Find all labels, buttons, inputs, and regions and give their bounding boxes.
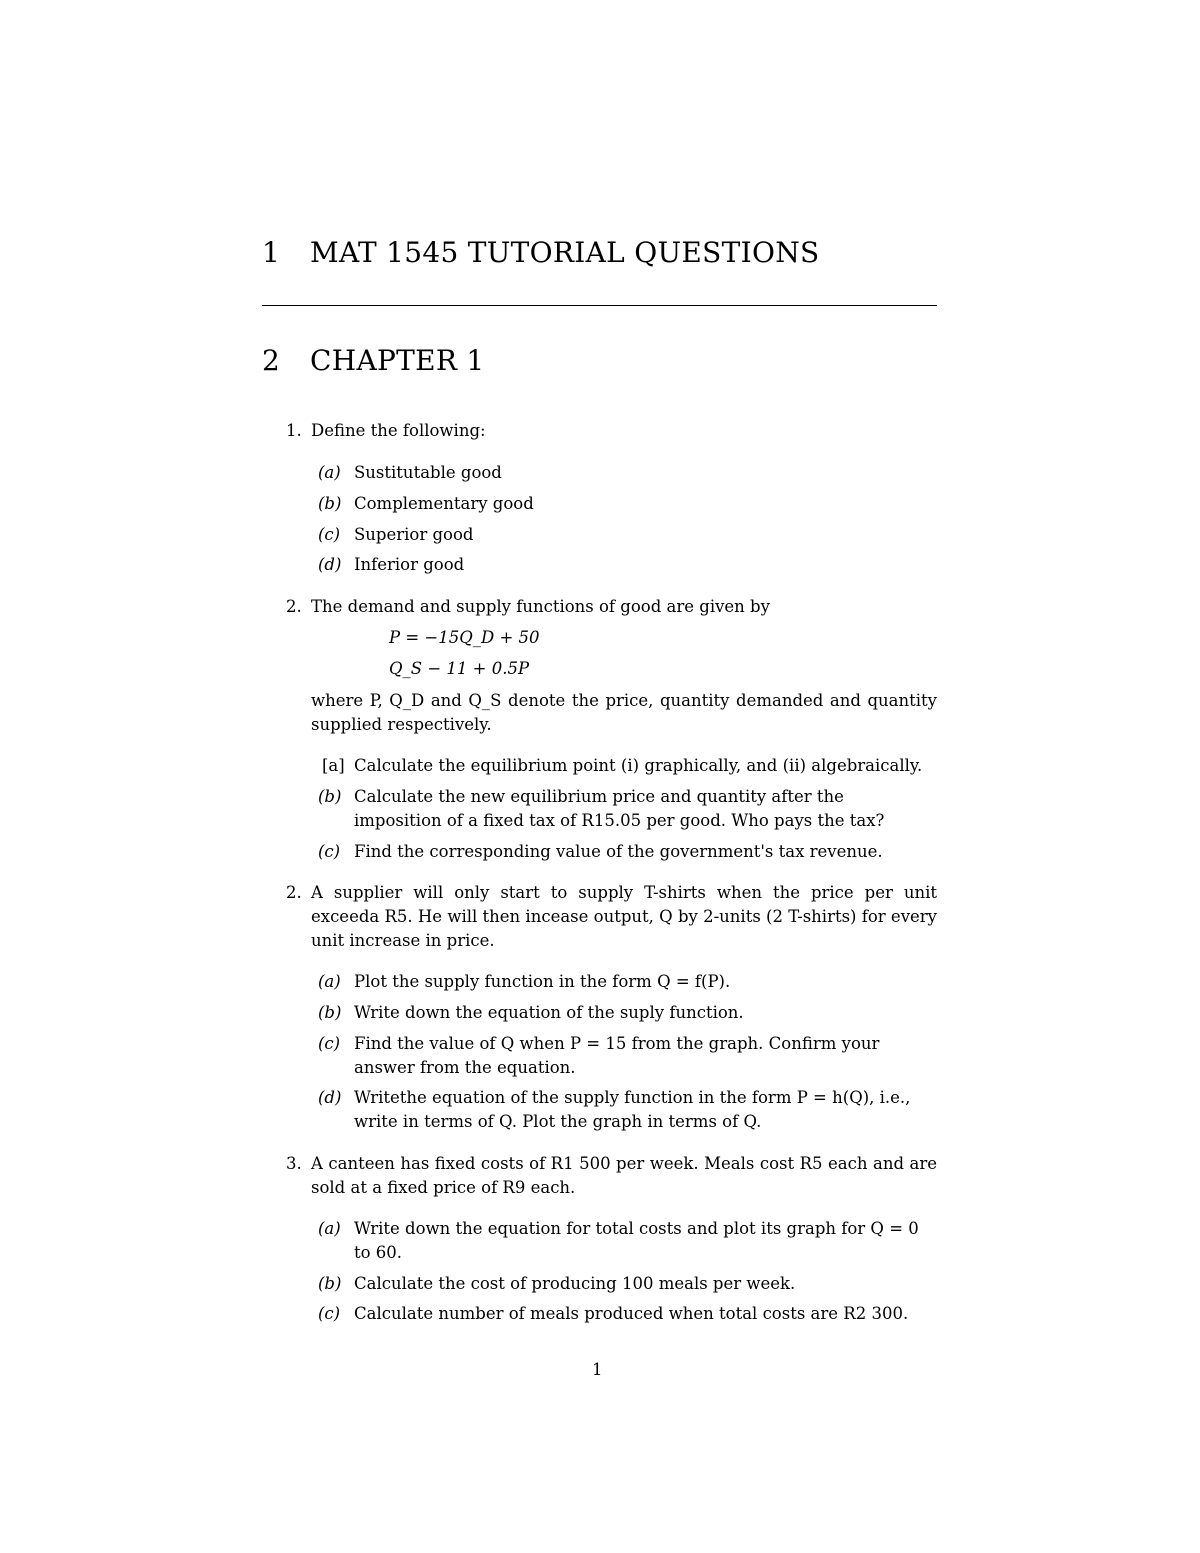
item-text: Sustitutable good (354, 463, 502, 482)
question-number: 3. (286, 1154, 302, 1173)
item-text: Complementary good (354, 494, 534, 513)
item-text: Calculate the equilibrium point (i) graphically, and (ii) algebraically. (354, 756, 923, 775)
item-text: Write down the equation of the suply function. (354, 1003, 744, 1022)
question-number: 2. (286, 597, 302, 616)
equation: P = −15Q_D + 50 (389, 628, 540, 647)
page-number: 1 (592, 1360, 603, 1379)
horizontal-rule (262, 305, 937, 306)
item-text: Calculate number of meals produced when total costs are R2 300. (354, 1304, 909, 1323)
equation: Q_S − 11 + 0.5P (389, 659, 530, 678)
chapter-title (262, 344, 485, 377)
item-text: Calculate the new equilibrium price and quantity after the imposition of a fixed tax of R15.05 per good. Who pays the tax? (354, 787, 885, 830)
question-number: 2. (286, 883, 302, 902)
item-label: (a) (318, 1219, 341, 1238)
item-text: Calculate the cost of producing 100 meals per week. (354, 1274, 796, 1293)
question-text: Define the following: (311, 421, 486, 440)
question-text: A canteen has fixed costs of R1 500 per week. Meals cost R5 each and are sold at a fixed price of R9 each. (311, 1154, 937, 1197)
item-text: Find the value of Q when P = 15 from the graph. Confirm your answer from the equation. (354, 1034, 880, 1077)
item-label: [a] (322, 756, 345, 775)
item-label: (b) (318, 1274, 342, 1293)
item-text: Write down the equation for total costs and plot its graph for Q = 0 to 60. (354, 1219, 919, 1262)
item-text: Inferior good (354, 555, 465, 574)
item-text: Plot the supply function in the form Q = f(P). (354, 972, 731, 991)
section-title-text: MAT 1545 TUTORIAL QUESTIONS (310, 236, 820, 269)
paragraph: where P, Q_D and Q_S denote the price, quantity demanded and quantity supplied respectively. (311, 691, 937, 734)
item-label: (a) (318, 972, 341, 991)
item-label: (c) (318, 842, 341, 861)
question-number: 1. (286, 421, 302, 440)
item-label: (b) (318, 787, 342, 806)
item-label: (c) (318, 525, 341, 544)
item-label: (c) (318, 1304, 341, 1323)
question-text: A supplier will only start to supply T-shirts when the price per unit exceeda R5. He will then incease output, Q by 2-units (2 T-shirts) for every unit increase in price. (311, 883, 937, 950)
question-text: The demand and supply functions of good are given by (311, 597, 770, 616)
item-label: (a) (318, 463, 341, 482)
section-number: 1 (262, 236, 281, 269)
item-label: (d) (318, 555, 342, 574)
item-label: (b) (318, 1003, 342, 1022)
item-label: (c) (318, 1034, 341, 1053)
chapter-title-text: CHAPTER 1 (310, 344, 485, 377)
item-text: Writethe equation of the supply function in the form P = h(Q), i.e., write in terms of Q. Plot the graph in terms of Q. (354, 1088, 911, 1131)
section-title (262, 236, 820, 269)
item-label: (d) (318, 1088, 342, 1107)
item-text: Find the corresponding value of the government's tax revenue. (354, 842, 883, 861)
item-text: Superior good (354, 525, 474, 544)
chapter-number: 2 (262, 344, 281, 377)
item-label: (b) (318, 494, 342, 513)
